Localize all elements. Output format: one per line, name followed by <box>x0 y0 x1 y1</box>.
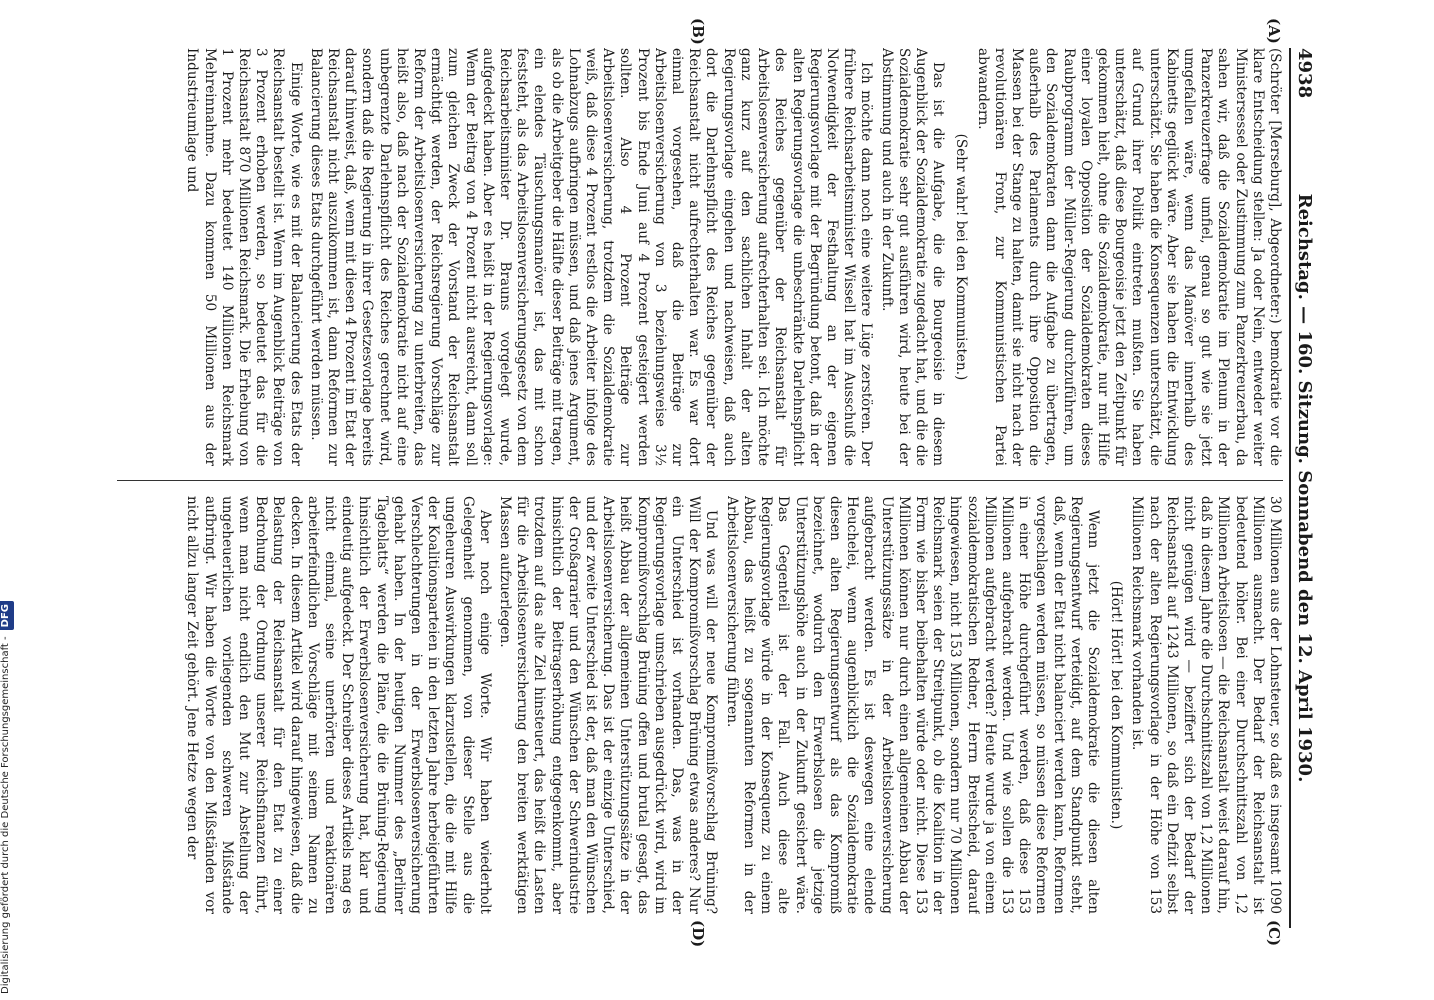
interjection: (Sehr wahr! bei den Kommunisten.) <box>953 133 970 381</box>
margin-letter-d: (D) <box>689 920 707 948</box>
paragraph: Aber noch einige Worte. Wir haben wiederholt Gelegenheit genommen, von dieser Stelle aus die ungeheuren Auswirkungen klarzustellen, die die mit Hilfe der Koalitionsparteien in den letzten Jahre herbeigeführten Verschlechterungen in der Erwerbslosenversicherung gehabt haben. In der heutigen Nummer des „Berliner Tageblatts“ werden die Pläne, die die Brüning-Regierung hinsichtlich der Erwerbslosenversicherung hat, klar und eindeutig aufgedeckt. Der Schreiber dieses Artikels mag es nicht einmal, seine unerhörten und reaktionären arbeiterfeindlichen Vorschläge mit seinem Namen zu decken. In diesem Artikel wird darauf hingewiesen, daß die Belastung der Reichsanstalt für den Etat zu einer Bedrohung der Ordnung unserer Reichsfinanzen führt, wenn man nicht endlich den Mut zur Abstellung der ungeheuerlichen vorliegenden schweren Mißstände aufbringt. Wir haben die Worte von den Mißständen vor nicht allzu langer Zeit gehört. Jene Hetze wegen der <box>184 496 493 914</box>
page-header <box>1289 48 1317 928</box>
margin-letter-b: (B) <box>689 18 707 45</box>
paragraph: (Schröter [Merseburg], Abgeordneter:) bemokratie vor die klare Entscheidung stellen: Ja oder Nein, entweder weiter Ministersessel oder Zustimmung zum Panzerkreuzerbau, da sahen wir, daß die Sozialdemokratie im Plenum in der Panzerkreuzerfrage umfiel, genau so gut wie sie jetzt umgefallen wäre, wenn das Manöver innerhalb des Kabinetts geglückt wäre. Aber sie haben die Entwicklung unterschätzt. Sie haben die Konsequenzen unterschätzt, die auf Grund ihrer Politik eintreten mußten. Sie haben unterschätzt, daß diese Bourgeoisie jetzt den Zeitpunkt für gekommen hielt, ohne die Sozialdemokratie, nur mit Hilfe einer loyalen Opposition der Sozialdemokraten dieses Raubprogramm der Müller-Regierung durchzuführen, um den Sozialdemokraten dann die Aufgabe zu übertragen, außerhalb des Parlaments durch ihre Opposition die Massen bei der Stange zu halten, damit sie nicht nach der revolutionären Front, zur Kommunistischen Partei abwandern. <box>974 48 1283 466</box>
page-number: 4938 <box>1294 48 1315 99</box>
paragraph: Wenn jetzt die Sozialdemokratie die diesen alten Regierungsentwurf verteidigt, auf dem Standpunkt steht, daß, wenn der Etat nicht balanciert werden kann, Reformen vorgeschlagen werden müssen, so müssen diese Reformen in einer Höhe durchgeführt werden, daß diese 153 Millionen aufgebracht werden. Und wie sollen die 153 Millionen aufgebracht werden? Heute wurde ja von einem sozialdemokratischen Redner, Herrn Breitscheid, darauf hingewiesen, nicht 153 Millionen, sondern nur 70 Millionen Reichsmark seien der Streitpunkt, ob die Koalition in der Form wie bisher beibehalten würde oder nicht. Diese 153 Millionen können nur durch einen allgemeinen Abbau der Unterstützungssätze in der Arbeitslosenversicherung aufgebracht werden. Es ist deswegen eine elende Heuchelei, wenn augenblicklich die Sozialdemokratie diesen alten Regierungsentwurf als das Kompromiß bezeichnet, wodurch den Erwerbslosen die jetzige Unterstützungshöhe auch in der Zukunft gesichert wäre. Das Gegenteil ist der Fall. Auch diese alte Regierungsvorlage würde in der Konsequenz zu einem Abbau, das heißt zu sogenannten Reformen in der Arbeitslosenversicherung führen. <box>723 496 1101 914</box>
paragraph: Einige Worte, wie es mit der Balancierung des Etats der Reichsanstalt bestellt ist. Wenn im Augenblick Beiträge von 3 Prozent erhoben werden, so bedeutet das für die Reichsanstalt 870 Millionen Reichsmark. Die Erhebung von 1 Prozent mehr bedeutet 140 Millionen Reichsmark Mehreinnahme. Dazu kommen 50 Millionen aus der Industrieumlage und <box>184 48 304 466</box>
margin-letter-a: (A) <box>1265 18 1283 44</box>
paragraph: Und was will der neue Kompromißvorschlag Brüning? Will der Kompromißvorschlag Brüning etwas anderes? Nur ein Unterschied ist vorhanden. Das, was in der Regierungsvorlage umschrieben ausgedrückt wird, wird im Kompromißvorschlag Brüning offen und brutal gesagt, das heißt Abbau der allgemeinen Unterstützungssätze in der Arbeitslosenversicherung. Das ist der einzige Unterschied, und der zweite Unterschied ist der, daß man den Wünschen der Großagrarier und den Wünschen der Schwerindustrie hinsichtlich der Beitragserhöhung entgegenkommt, aber trotzdem auf das alte Ziel hinsteuert, das heißt die Lasten für die Arbeitslosenversicherung den breiten werktätigen Massen aufzuerlegen. <box>497 496 720 914</box>
left-column <box>117 48 1283 466</box>
margin-letter-c: (C) <box>1265 920 1283 947</box>
interjection: (Hört! Hört! bei den Kommunisten.) <box>1108 580 1125 830</box>
dfg-logo: DFG <box>0 601 14 630</box>
document-page <box>107 18 1317 948</box>
paragraph: Ich möchte dann noch eine weitere Lüge zerstören. Der frühere Reichsarbeitsminister Wissell hat im Ausschuß die Notwendigkeit der Festhaltung an der eigenen Regierungsvorlage mit der Begründung betont, daß in der alten Regierungsvorlage die unbeschränkte Darlehnspflicht des Reiches gegenüber der Reichsanstalt für Arbeitslosenversicherung aufrechterhalten sei. Ich möchte ganz kurz auf den sachlichen Inhalt der alten Regierungsvorlage eingehen und nachweisen, daß auch dort die Darlehnspflicht des Reiches gegenüber der Reichsanstalt nicht aufrechterhalten war. Es war dort einmal vorgesehen, daß die Beiträge zur Arbeitslosenversicherung von 3 beziehungsweise 3½ Prozent bis Ende Juni auf 4 Prozent gesteigert werden sollten. Also 4 Prozent Beiträge zur Arbeitslosenversicherung, trotzdem die Sozialdemokratie weiß, daß diese 4 Prozent restlos die Arbeiter infolge des Lohnabzugs aufbringen müssen, und daß jenes Argument, als ob die Arbeitgeber die Hälfte dieser Beiträge mit tragen, ein elendes Täuschungsmanöver ist, das mit schon feststeht, als das Arbeitslosenversicherungsgesetz von dem Reichsarbeitsminister Dr. Brauns vorgelegt wurde, aufgedeckt haben. Aber es heißt in der Regierungsvorlage: Wenn der Beitrag von 4 Prozent nicht ausreicht, dann soll zum gleichen Zweck der Vorstand der Reichsanstalt ermächtigt werden, der Reichsregierung Vorschläge zur Reform der Arbeitslosenversicherung zu unterbreiten, das heißt also, daß nach der Sozialdemokratie nicht auf eine unbegrenzte Darlehnspflicht des Reiches gerechnet wird, sondern daß die Regierung in ihrer Gesetzesvorlage bereits darauf hinweist, daß, wenn mit diesen 4 Prozent im Etat der Reichsanstalt nicht auszukommen ist, dann Reformen zur Balancierung dieses Etats durchgeführt werden müssen. <box>307 48 875 466</box>
column-divider <box>117 480 1283 481</box>
paragraph: 30 Millionen aus der Lohnsteuer, so daß es insgesamt 1090 Millionen ausmacht. Der Bedarf der Reichsanstalt ist bedeutend höher. Bei einer Durchschnittszahl von 1,2 Millionen Arbeitslosen — die Reichsanstalt weist darauf hin, daß in diesem Jahre die Durchschnittszahl von 1,2 Millionen nicht genügen wird — beziffert sich der Bedarf der Reichsanstalt auf 1243 Millionen, so daß ein Defizit selbst nach der alten Regierungsvorlage in der Höhe von 153 Millionen Reichsmark vorhanden ist. <box>1129 496 1283 914</box>
session-title: Reichstag. — 160. Sitzung. Sonnabend den 12. April 1930. <box>1294 193 1315 783</box>
right-column <box>117 496 1283 914</box>
footer-text: Digitalisierung gefördert durch die Deutsche Forschungsgemeinschaft - <box>0 636 11 994</box>
digitization-footer <box>0 0 14 994</box>
paragraph: Das ist die Aufgabe, die die Bourgeoisie in diesem Augenblick der Sozialdemokratie zugedacht hat, und die die Sozialdemokratie sehr gut ausführen wird, heute bei der Abstimmung und auch in der Zukunft. <box>878 48 947 466</box>
